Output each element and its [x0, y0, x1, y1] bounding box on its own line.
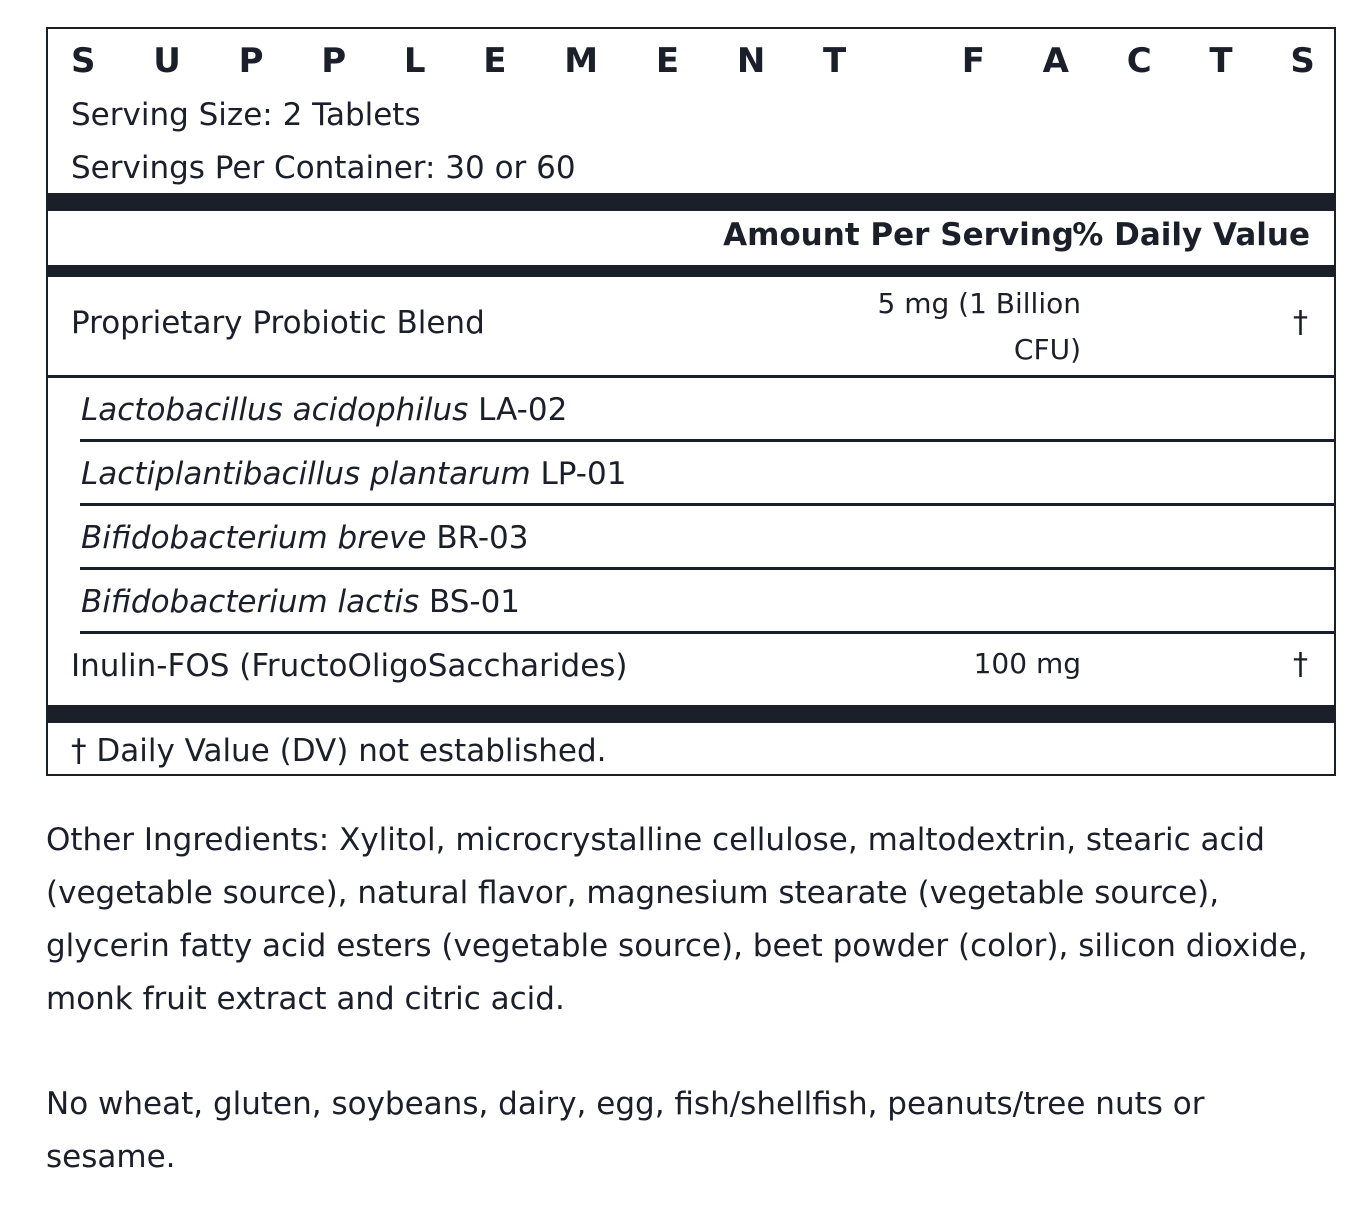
- blend-amount-line1: 5 mg (1 Billion: [877, 287, 1081, 320]
- row-divider: [80, 439, 1334, 442]
- serving-size: Serving Size: 2 Tablets: [71, 97, 421, 133]
- title-letter: L: [403, 41, 426, 81]
- supplement-facts-panel: [46, 27, 1336, 776]
- title-letter: A: [1042, 41, 1069, 81]
- title-letter: P: [321, 41, 347, 81]
- row-divider: [80, 503, 1334, 506]
- strain-row: [81, 520, 529, 556]
- strain-row: [81, 456, 626, 492]
- inulin-label: Inulin-FOS (FructoOligoSaccharides): [71, 648, 628, 684]
- title-letter: F: [961, 41, 985, 81]
- thick-divider: [48, 705, 1334, 723]
- strain-species: Lactobacillus acidophilus: [81, 392, 469, 428]
- strain-species: Bifidobacterium breve: [81, 520, 427, 556]
- inulin-daily-value: †: [1293, 647, 1308, 682]
- title-letter: C: [1126, 41, 1152, 81]
- title-letter: S: [1290, 41, 1315, 81]
- strain-row: [81, 584, 520, 620]
- strain-code: LP-01: [530, 456, 627, 492]
- thick-divider: [48, 193, 1334, 211]
- thick-divider: [48, 265, 1334, 277]
- strain-code: LA-02: [468, 392, 568, 428]
- amount-per-serving-header: Amount Per Serving: [723, 217, 1074, 253]
- title-letter: E: [483, 41, 507, 81]
- title-letter: P: [238, 41, 264, 81]
- title-letter: U: [153, 41, 181, 81]
- strain-species: Lactiplantibacillus plantarum: [81, 456, 531, 492]
- strain-row: [81, 392, 567, 428]
- title-letter: E: [655, 41, 680, 81]
- blend-amount-line2: CFU): [1013, 333, 1081, 366]
- allergen-statement: No wheat, gluten, soybeans, dairy, egg, fish/shellfish, peanuts/tree nuts or sesame.: [46, 1086, 1205, 1175]
- title-letter: T: [823, 41, 847, 81]
- row-divider: [80, 631, 1334, 634]
- title-letter: S: [71, 41, 96, 81]
- other-ingredients: Other Ingredients: Xylitol, microcrystalline cellulose, maltodextrin, stearic acid (vegetable source), natural flavor, magnesium stearate (vegetable source), glycerin fatty acid esters (vegetable source), beet powder (color), silicon dioxide, monk fruit extract and citric acid.: [46, 822, 1308, 1017]
- strain-species: Bifidobacterium lactis: [81, 584, 420, 620]
- title-letter: M: [564, 41, 599, 81]
- servings-per-container: Servings Per Container: 30 or 60: [71, 150, 576, 186]
- blend-daily-value: †: [1293, 305, 1308, 340]
- strain-code: BS-01: [419, 584, 521, 620]
- inulin-amount: 100 mg: [973, 647, 1081, 680]
- daily-value-header: % Daily Value: [1072, 217, 1310, 253]
- blend-amount: [841, 281, 1081, 373]
- supplement-facts-title: [71, 41, 1315, 81]
- title-letter: N: [736, 41, 766, 81]
- daily-value-footnote: † Daily Value (DV) not established.: [71, 733, 607, 769]
- title-letter: T: [1209, 41, 1233, 81]
- blend-label: Proprietary Probiotic Blend: [71, 305, 485, 341]
- strain-code: BR-03: [426, 520, 529, 556]
- row-divider: [80, 567, 1334, 570]
- row-divider: [48, 375, 1334, 378]
